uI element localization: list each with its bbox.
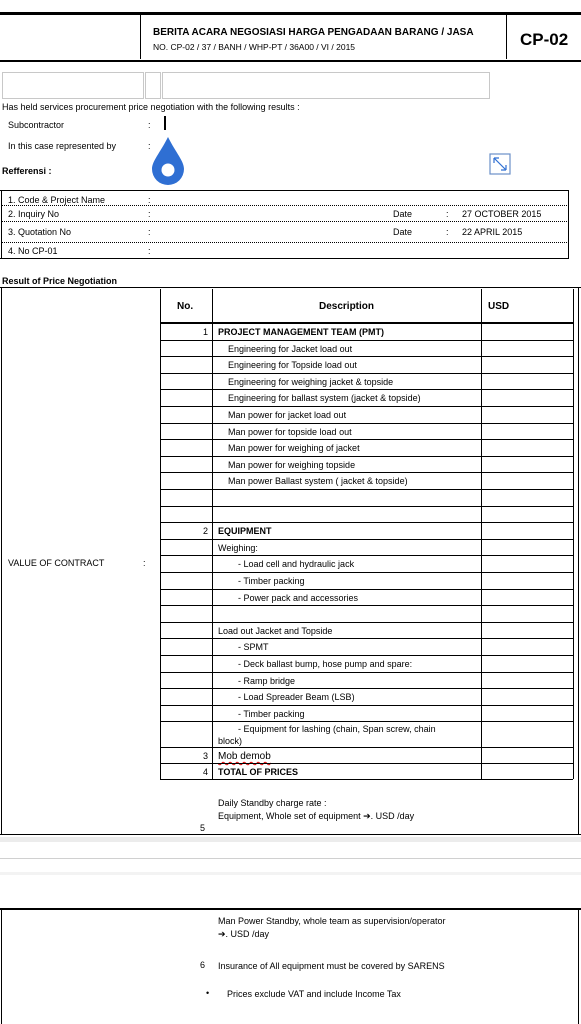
- table-row-description: Engineering for Jacket load out: [228, 344, 353, 354]
- table-row-border: [160, 638, 573, 639]
- document-code: CP-02: [520, 30, 569, 49]
- table-row-border: [160, 406, 573, 407]
- result-bottom-border: [0, 834, 581, 835]
- ref-item-4-label: 4. No CP-01: [8, 246, 58, 256]
- document-title: BERITA ACARA NEGOSIASI HARGA PENGADAAN BARANG / JASA: [153, 27, 474, 38]
- table-row-description: Engineering for ballast system (jacket & topside): [228, 393, 421, 403]
- mob-demob-number: 3: [202, 751, 208, 761]
- table-row-description: Weighing:: [218, 543, 258, 553]
- form-box-2: [145, 72, 161, 99]
- text-cursor[interactable]: [164, 116, 166, 130]
- ref-item-3-date-colon: :: [446, 227, 449, 237]
- table-row-border: [160, 489, 573, 490]
- table-row-description: - Ramp bridge: [238, 676, 296, 686]
- ref-separator-1: [2, 205, 567, 206]
- table-row-description: Man power for weighing of jacket: [228, 443, 360, 453]
- table-row-border: [160, 340, 573, 341]
- referensi-bottom: [0, 258, 569, 259]
- header-divider-right: [506, 14, 507, 59]
- item-five-number: 5: [200, 823, 206, 833]
- total-label: TOTAL OF PRICES: [218, 767, 299, 777]
- referensi-top: [0, 190, 569, 191]
- page2-top-border: [0, 908, 581, 910]
- ref-item-2-date-colon: :: [446, 209, 449, 219]
- table-row-number: 2: [202, 526, 208, 536]
- table-row-description: Engineering for Topside load out: [228, 360, 357, 370]
- table-row-border: [160, 705, 573, 706]
- page-gap-2: [0, 872, 581, 875]
- table-right-border: [573, 289, 574, 779]
- table-row-description: - Timber packing: [238, 709, 305, 719]
- table-row-border: [160, 389, 573, 390]
- table-row-description: - Deck ballast bump, hose pump and spare:: [238, 659, 413, 669]
- lashing-line-1: - Equipment for lashing (chain, Span screw, chain: [238, 724, 436, 734]
- represented-label: In this case represented by: [8, 141, 117, 151]
- header-divider-left: [140, 14, 141, 59]
- prices-note: Prices exclude VAT and include Income Tax: [227, 989, 401, 999]
- ref-item-2-colon: :: [148, 209, 151, 219]
- table-row-border: [160, 655, 573, 656]
- ref-item-3-colon: :: [148, 227, 151, 237]
- table-row-border: [160, 373, 573, 374]
- table-row-description: Man power for weighing topside: [228, 460, 356, 470]
- page2-right-border: [578, 909, 579, 1024]
- table-row-border: [160, 539, 573, 540]
- table-row-description: - Load cell and hydraulic jack: [238, 559, 355, 569]
- manpower-line-1: Man Power Standby, whole team as supervision/operator: [218, 916, 446, 926]
- referensi-title: Refferensi :: [2, 166, 52, 176]
- table-header-usd: USD: [488, 301, 510, 312]
- ref-item-3-date-label: Date: [393, 227, 413, 237]
- page-gap-line: [0, 858, 581, 859]
- value-of-contract-colon: :: [143, 558, 146, 568]
- table-header-no: No.: [177, 301, 194, 312]
- ref-separator-3: [2, 242, 567, 243]
- lashing-line-2: block): [218, 736, 243, 746]
- lashing-row-bottom: [160, 747, 573, 748]
- table-row-border: [160, 506, 573, 507]
- form-box-3: [162, 72, 490, 99]
- result-right-border: [578, 287, 579, 834]
- header-bottom-border: [0, 60, 581, 62]
- ref-item-2-label: 2. Inquiry No: [8, 209, 60, 219]
- table-row-border: [160, 589, 573, 590]
- table-row-border: [160, 456, 573, 457]
- table-row-description: Engineering for weighing jacket & topside: [228, 377, 394, 387]
- table-row-description: - Load Spreader Beam (LSB): [238, 692, 355, 702]
- resize-icon[interactable]: [489, 153, 511, 175]
- table-row-description: - Timber packing: [238, 576, 305, 586]
- insurance-note: Insurance of All equipment must be covered by SARENS: [218, 961, 445, 971]
- drag-handle-icon[interactable]: [150, 135, 186, 187]
- total-number: 4: [202, 767, 208, 777]
- table-row-description: Man power for jacket load out: [228, 410, 347, 420]
- ref-item-1-label: 1. Code & Project Name: [8, 195, 106, 205]
- table-row-border: [160, 605, 573, 606]
- ref-item-4-colon: :: [148, 246, 151, 256]
- table-row-border: [160, 423, 573, 424]
- page2-left-border: [1, 909, 2, 1024]
- table-row-number: 1: [202, 327, 208, 337]
- page-gap-1: [0, 837, 581, 842]
- table-row-border: [160, 721, 573, 722]
- result-top-border: [0, 287, 581, 288]
- table-row-border: [160, 572, 573, 573]
- intro-text: Has held services procurement price negotiation with the following results :: [2, 102, 300, 112]
- table-row-description: EQUIPMENT: [218, 526, 272, 536]
- mob-demob-label: Mob demob: [218, 751, 271, 762]
- table-row-border: [160, 439, 573, 440]
- table-row-description: Load out Jacket and Topside: [218, 626, 333, 636]
- standby-equipment: Equipment, Whole set of equipment ➔. USD /day: [218, 811, 415, 821]
- document-number: NO. CP-02 / 37 / BANH / WHP-PT / 36A00 / VI / 2015: [153, 42, 356, 52]
- table-row-description: - SPMT: [238, 642, 269, 652]
- item-six-number: 6: [200, 960, 206, 970]
- form-box-1: [2, 72, 144, 99]
- ref-item-1-colon: :: [148, 195, 151, 205]
- table-row-description: PROJECT MANAGEMENT TEAM (PMT): [218, 327, 384, 337]
- value-of-contract-label: VALUE OF CONTRACT: [8, 558, 105, 568]
- result-title: Result of Price Negotiation: [2, 276, 118, 286]
- table-row-description: - Power pack and accessories: [238, 593, 359, 603]
- total-row-bottom: [160, 779, 573, 780]
- ref-separator-2: [2, 221, 567, 222]
- bullet-icon: •: [206, 988, 210, 998]
- represented-colon: :: [148, 141, 151, 151]
- ref-item-2-date-value: 27 OCTOBER 2015: [462, 209, 542, 219]
- header-top-border: [0, 12, 581, 15]
- ref-item-3-label: 3. Quotation No: [8, 227, 72, 237]
- result-left-border: [1, 287, 2, 834]
- table-header-bottom: [160, 322, 573, 324]
- mob-row-bottom: [160, 763, 573, 764]
- table-row-border: [160, 472, 573, 473]
- subcontractor-colon: :: [148, 120, 151, 130]
- table-header-description: Description: [319, 301, 375, 312]
- subcontractor-label: Subcontractor: [8, 120, 65, 130]
- table-row-border: [160, 356, 573, 357]
- table-row-border: [160, 555, 573, 556]
- table-row-description: Man power for topside load out: [228, 427, 352, 437]
- ref-item-2-date-label: Date: [393, 209, 413, 219]
- table-row-border: [160, 522, 573, 523]
- manpower-line-2: ➔. USD /day: [218, 929, 270, 939]
- table-row-border: [160, 672, 573, 673]
- table-row-border: [160, 622, 573, 623]
- standby-title: Daily Standby charge rate :: [218, 798, 327, 808]
- table-row-border: [160, 688, 573, 689]
- table-row-description: Man power Ballast system ( jacket & topside): [228, 476, 408, 486]
- ref-item-3-date-value: 22 APRIL 2015: [462, 227, 523, 237]
